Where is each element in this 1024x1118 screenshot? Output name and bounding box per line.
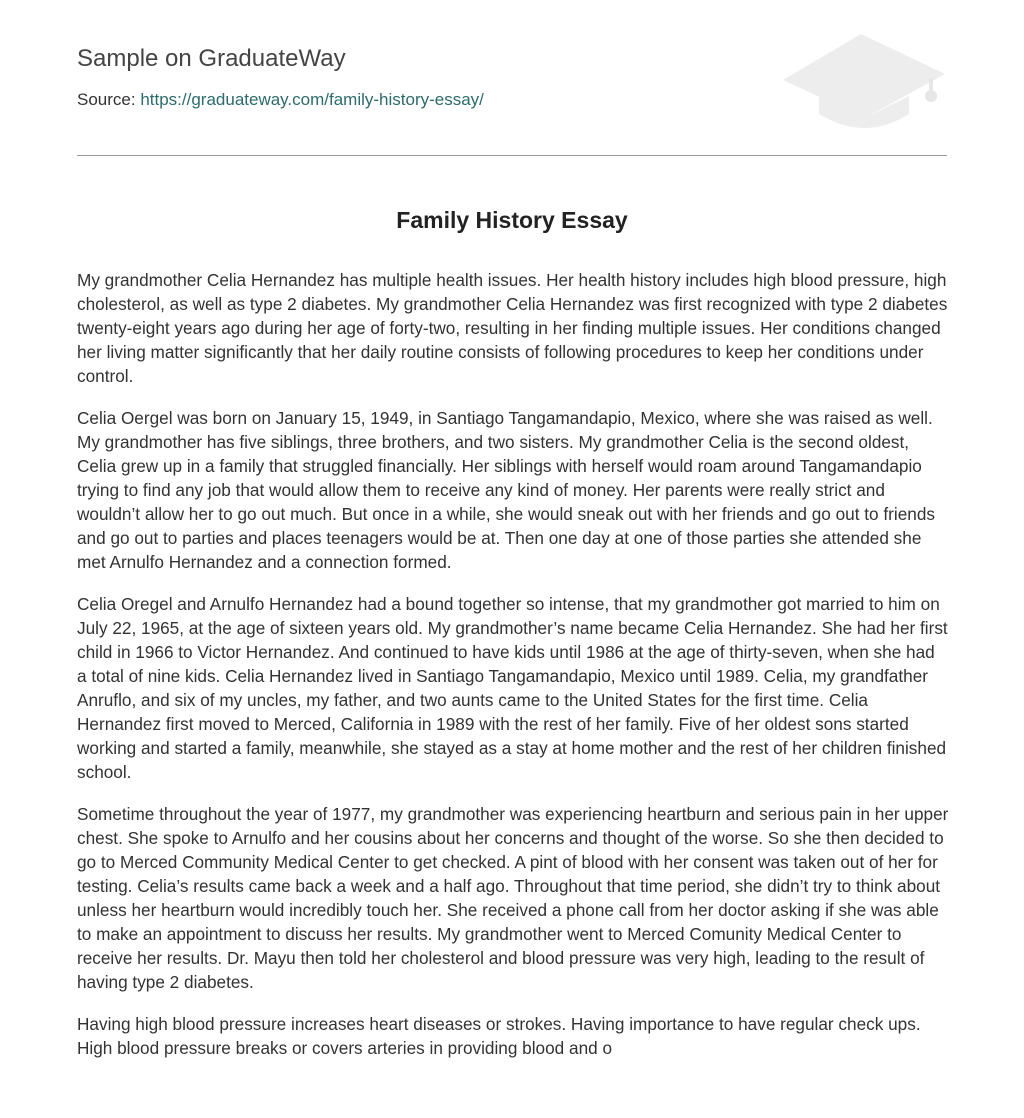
source-link[interactable]: https://graduateway.com/family-history-essay/ bbox=[140, 90, 484, 109]
page-header bbox=[77, 0, 947, 156]
essay-paragraph: My grandmother Celia Hernandez has multiple health issues. Her health history includes high blood pressure, high cholesterol, as well as type 2 diabetes. My grandmother Celia Hernandez was first recognized with type 2 diabetes twenty-eight years ago during her age of forty-two, resulting in her finding multiple issues. Her conditions changed her living matter significantly that her daily routine consists of following procedures to keep her conditions under control. bbox=[77, 270, 948, 386]
essay-paragraph: Sometime throughout the year of 1977, my grandmother was experiencing heartburn and serious pain in her upper chest. She spoke to Arnulfo and her cousins about her concerns and thought of the worse. So she then decided to go to Merced Community Medical Center to get checked. A pint of blood with her consent was taken out of her for testing. Celia’s results came back a week and a half ago. Throughout that time period, she didn’t try to think about unless her heartburn would incredibly touch her. She received a phone call from her doctor asking if she was able to make an appointment to discuss her results. My grandmother went to Merced Comunity Medical Center to receive her results. Dr. Mayu then told her cholesterol and blood pressure was very high, leading to the result of having type 2 diabetes. bbox=[77, 804, 949, 992]
essay-title: Family History Essay bbox=[396, 207, 628, 233]
source-label: Source: bbox=[77, 90, 141, 109]
source-line bbox=[77, 89, 484, 111]
essay-paragraph: Having high blood pressure increases heart diseases or strokes. Having importance to have regular check ups. High blood pressure breaks or covers arteries in providing blood and o bbox=[77, 1014, 921, 1058]
essay-body bbox=[77, 268, 949, 1078]
essay-paragraph: Celia Oregel and Arnulfo Hernandez had a bound together so intense, that my grandmother got married to him on July 22, 1965, at the age of sixteen years old. My grandmother’s name became Celia Hernandez. She had her first child in 1966 to Victor Hernandez. And continued to have kids until 1986 at the age of thirty-seven, when she had a total of nine kids. Celia Hernandez lived in Santiago Tangamandapio, Mexico until 1989. Celia, my grandfather Anruflo, and six of my uncles, my father, and two aunts came to the United States for the first time. Celia Hernandez first moved to Merced, California in 1989 with the rest of her family. Five of her oldest sons started working and started a family, meanwhile, she stayed as a stay at home mother and the rest of her children finished school. bbox=[77, 594, 948, 782]
essay-paragraph: Celia Oergel was born on January 15, 1949, in Santiago Tangamandapio, Mexico, where she was raised as well. My grandmother has five siblings, three brothers, and two sisters. My grandmother Celia is the second oldest, Celia grew up in a family that struggled financially. Her siblings with herself would roam around Tangamandapio trying to find any job that would allow them to receive any kind of money. Her parents were really strict and wouldn’t allow her to go out much. But once in a while, she would sneak out with her friends and go out to friends and go out to parties and places teenagers would be at. Then one day at one of those parties she attended she met Arnulfo Hernandez and a connection formed. bbox=[77, 408, 935, 572]
graduation-cap-icon bbox=[781, 30, 947, 132]
header-divider bbox=[77, 155, 947, 156]
site-title: Sample on GraduateWay bbox=[77, 45, 346, 72]
